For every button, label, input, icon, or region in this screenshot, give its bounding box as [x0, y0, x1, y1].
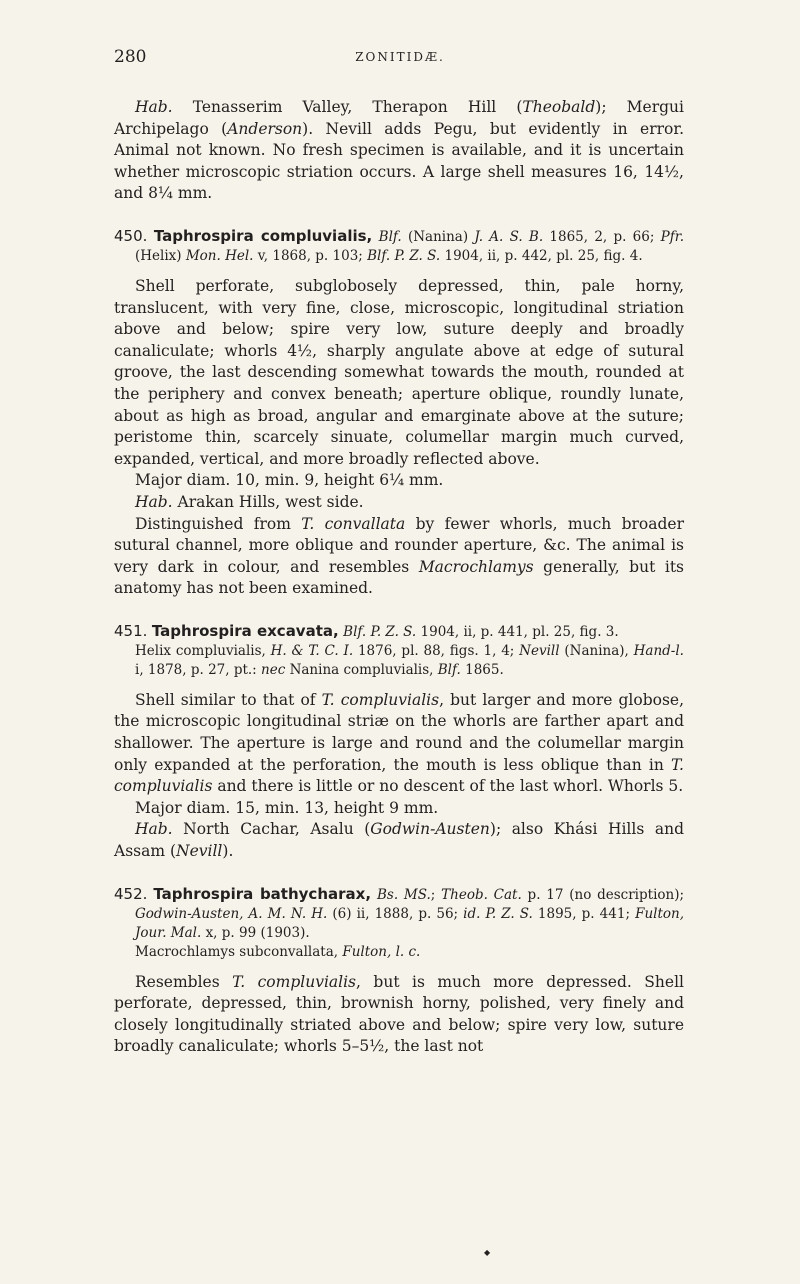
- entry-452-heading: 452. Taphrospira bathycharax, Bs. MS.; Theob. Cat. p. 17 (no description); Godwin-Austen, A. M. N. H. (6) ii, 1888, p. 56; id. P. Z. S. 1895, p. 441; Fulton, Jour. Mal. x, p. 99 (1903). Macrochlamys subconvallata, Fulton, l. c.: [114, 884, 685, 960]
- intro-habitat-paragraph: Hab. Tenasserim Valley, Therapon Hill (Theobald); Mergui Archipelago (Anderson). Nevill adds Pegu, but evidently in error. Animal not known. No fresh specimen is available, and it is uncertain whether microscopic striation occurs. A large shell measures 16, 14½, and 8¼ mm.: [114, 98, 684, 203]
- entry-450-distinction: Distinguished from T. convallata by fewer whorls, much broader sutural channel, more oblique and rounder aperture, &c. The animal is very dark in colour, and resembles Macrochlamys generally, but its anatomy has not been examined.: [114, 514, 685, 598]
- hab-label: Hab.: [135, 98, 173, 116]
- entry-451-habitat: Hab. North Cachar, Asalu (Godwin-Austen); also Khási Hills and Assam (Nevill).: [114, 820, 684, 861]
- taxon-name: Taphrospira compluvialis,: [153, 226, 373, 245]
- footer-ornament: ◆: [484, 1248, 491, 1257]
- entry-number: 451.: [114, 621, 148, 640]
- entry-450-heading: 450. Taphrospira compluvialis, Blf. (Nanina) J. A. S. B. 1865, 2, p. 66; Pfr. (Helix) Mon. Hel. v, 1868, p. 103; Blf. P. Z. S. 1904, ii, p. 442, pl. 25, fig. 4.: [114, 226, 684, 264]
- entry-number: 450.: [114, 226, 148, 245]
- page-number: 280: [114, 47, 147, 67]
- running-head: ZONITIDÆ.: [355, 50, 445, 64]
- page-header: [0, 47, 800, 71]
- page-body: [114, 97, 684, 1058]
- entry-451-description: Shell similar to that of T. compluvialis, but larger and more globose, the microscopic longitudinal striæ on the whorls are farther apart and shallower. The aperture is large and round and the columellar margin only expanded at the perforation, the mouth is less oblique than in T. compluvialis and there is little or no descent of the last whorl. Whorls 5.: [114, 690, 685, 796]
- entry-451-measurements: Major diam. 15, min. 13, height 9 mm.: [135, 798, 439, 817]
- entry-450-description: Shell perforate, subglobosely depressed, thin, pale horny, translucent, with very fine, close, microscopic, longitudinal striation above and below; spire very low, suture deeply and broadly canaliculate; whorls 4½, sharply angulate above at edge of sutural groove, the last descending somewhat towards the mouth, rounded at the periphery and convex beneath; aperture oblique, roundly lunate, about as high as broad, angular and emarginate above at the suture; peristome thin, scarcely sinuate, columellar margin much curved, expanded, vertical, and more broadly reflected above.: [114, 276, 684, 468]
- entry-452-description: Resembles T. compluvialis, but is much more depressed. Shell perforate, depressed, thin, brownish horny, polished, very finely and closely longitudinally striated above and below; spire very low, suture broadly canaliculate; whorls 5–5½, the last not: [114, 972, 684, 1056]
- entry-450-measurements: Major diam. 10, min. 9, height 6¼ mm.: [135, 471, 444, 490]
- taxon-name: Taphrospira bathycharax,: [153, 884, 372, 903]
- entry-number: 452.: [114, 884, 148, 903]
- entry-451-heading: 451. Taphrospira excavata, Blf. P. Z. S. 1904, ii, p. 441, pl. 25, fig. 3. Helix compluvialis, H. & T. C. I. 1876, pl. 88, figs. 1, 4; Nevill (Nanina), Hand-l. i, 1878, p. 27, pt.: nec Nanina compluvialis, Blf. 1865.: [114, 621, 684, 678]
- entry-450-habitat: Hab. Arakan Hills, west side.: [135, 492, 364, 511]
- taxon-name: Taphrospira excavata,: [151, 621, 339, 640]
